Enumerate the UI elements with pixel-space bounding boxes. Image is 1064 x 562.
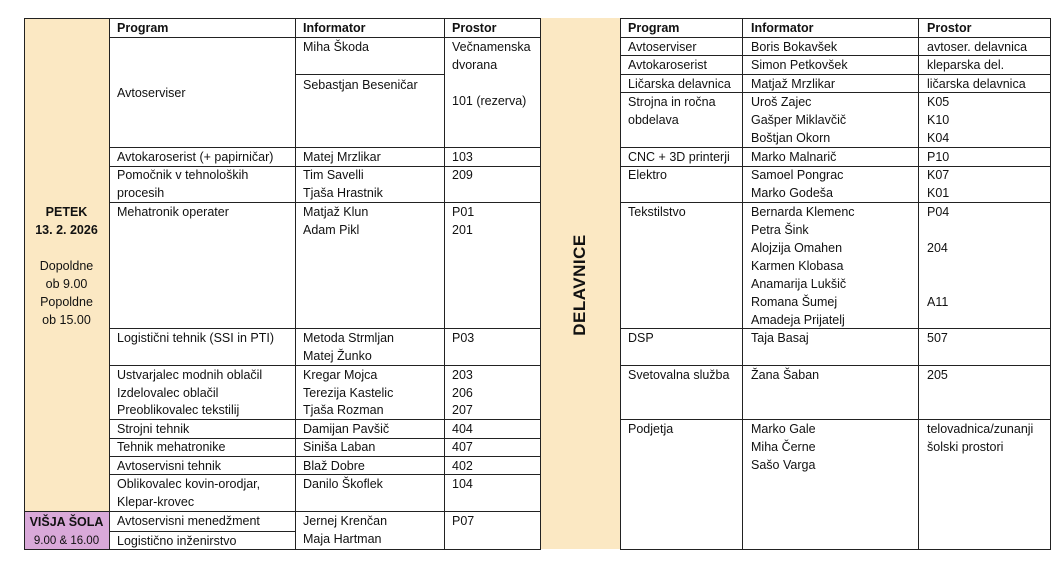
- right-r1-program: Avtoserviser: [628, 40, 697, 54]
- left-r10-p1: Oblikovalec kovin-orodjar,: [117, 477, 261, 491]
- left-r6-p2: Izdelovalec oblačil: [117, 386, 219, 400]
- left-r1-pr1: Večnamenska: [452, 40, 531, 54]
- right-r8-pr: 507: [927, 331, 948, 345]
- left-r7-inf: Damijan Pavšič: [303, 422, 390, 436]
- right-r4-p2: obdelava: [628, 113, 679, 127]
- left-r1-inf1: Miha Škoda: [303, 40, 370, 54]
- right-r3-pr: ličarska delavnica: [927, 77, 1026, 91]
- right-r10-i3: Sašo Varga: [751, 458, 816, 472]
- left-r3-pr: 209: [452, 168, 473, 182]
- left-r4-pr2: 201: [452, 223, 473, 237]
- right-r6-program: Elektro: [628, 168, 667, 182]
- left-r1-pr3: 101 (rezerva): [452, 94, 527, 108]
- right-r9-program: Svetovalna služba: [628, 368, 730, 382]
- right-r7-pr1: P04: [927, 205, 950, 219]
- left-r11-p2: Logistično inženirstvo: [117, 534, 237, 548]
- left-r10-p2: Klepar-krovec: [117, 495, 195, 509]
- right-r8-inf: Taja Basaj: [751, 331, 809, 345]
- day-time-l1: Dopoldne: [39, 259, 94, 273]
- visja-sola-time: 9.00 & 16.00: [33, 535, 100, 547]
- left-header-informator: Informator: [303, 21, 366, 35]
- left-r1-inf2: Sebastjan Beseničar: [303, 78, 418, 92]
- right-r4-pr1: K05: [927, 95, 950, 109]
- right-r3-program: Ličarska delavnica: [628, 77, 731, 91]
- left-r6-pr2: 206: [452, 386, 473, 400]
- right-r5-pr: P10: [927, 150, 950, 164]
- left-r6-p1: Ustvarjalec modnih oblačil: [117, 368, 263, 382]
- right-r7-i3: Alojzija Omahen: [751, 241, 843, 255]
- left-r4-program: Mehatronik operater: [117, 205, 229, 219]
- day-time-l3: Popoldne: [40, 295, 93, 309]
- day-date: 13. 2. 2026: [35, 223, 98, 237]
- right-r6-pr2: K01: [927, 186, 950, 200]
- visja-sola-label: VIŠJA ŠOLA: [29, 515, 104, 529]
- right-r7-i2: Petra Šink: [751, 223, 809, 237]
- right-r7-i6: Romana Šumej: [751, 295, 838, 309]
- left-r11-i1: Jernej Krenčan: [303, 514, 388, 528]
- left-r6-i3: Tjaša Rozman: [303, 403, 384, 417]
- left-r4-i2: Adam Pikl: [303, 223, 360, 237]
- left-r11-p1: Avtoservisni menedžment: [117, 514, 260, 528]
- right-r2-inf: Simon Petkovšek: [751, 58, 848, 72]
- left-r6-pr1: 203: [452, 368, 473, 382]
- left-r8-program: Tehnik mehatronike: [117, 440, 226, 454]
- left-r8-pr: 407: [452, 440, 473, 454]
- left-r4-pr1: P01: [452, 205, 475, 219]
- left-r11-pr: P07: [452, 514, 475, 528]
- right-r1-pr: avtoser. delavnica: [927, 40, 1028, 54]
- right-r7-i5: Anamarija Lukšič: [751, 277, 847, 291]
- right-r7-program: Tekstilstvo: [628, 205, 686, 219]
- right-header-program: Program: [628, 21, 680, 35]
- right-r4-p1: Strojna in ročna: [628, 95, 716, 109]
- left-r3-i1: Tim Savelli: [303, 168, 364, 182]
- left-header-program: Program: [117, 21, 169, 35]
- left-r6-pr3: 207: [452, 403, 473, 417]
- left-r2-pr: 103: [452, 150, 473, 164]
- delavnice-label: DELAVNICE: [570, 234, 589, 336]
- left-r6-i1: Kregar Mojca: [303, 368, 378, 382]
- left-r10-inf: Danilo Škoflek: [303, 477, 383, 491]
- right-r7-pr3: A11: [927, 295, 949, 309]
- right-r10-pr2: šolski prostori: [927, 440, 1004, 454]
- right-r7-i4: Karmen Klobasa: [751, 259, 844, 273]
- day-label: PETEK: [45, 205, 88, 219]
- right-r6-i1: Samoel Pongrac: [751, 168, 844, 182]
- left-r7-pr: 404: [452, 422, 473, 436]
- right-r10-i2: Miha Černe: [751, 440, 816, 454]
- right-r4-i2: Gašper Miklavčič: [751, 113, 847, 127]
- left-r11-i2: Maja Hartman: [303, 532, 382, 546]
- right-r5-program: CNC + 3D printerji: [628, 150, 730, 164]
- right-r9-pr: 205: [927, 368, 948, 382]
- left-r8-inf: Siniša Laban: [303, 440, 376, 454]
- right-r8-program: DSP: [628, 331, 654, 345]
- left-r1-program: Avtoserviser: [117, 86, 186, 100]
- right-r5-inf: Marko Malnarič: [751, 150, 837, 164]
- left-r5-i1: Metoda Strmljan: [303, 331, 395, 345]
- left-r10-pr: 104: [452, 477, 473, 491]
- left-r6-p3: Preoblikovalec tekstilij: [117, 403, 240, 417]
- left-r9-program: Avtoservisni tehnik: [117, 459, 221, 473]
- left-r9-pr: 402: [452, 459, 473, 473]
- right-r4-i1: Uroš Zajec: [751, 95, 812, 109]
- left-r4-i1: Matjaž Klun: [303, 205, 369, 219]
- right-r6-i2: Marko Godeša: [751, 186, 833, 200]
- left-header-prostor: Prostor: [452, 21, 497, 35]
- right-r6-pr1: K07: [927, 168, 950, 182]
- left-r3-p1: Pomočnik v tehnoloških: [117, 168, 249, 182]
- left-r7-program: Strojni tehnik: [117, 422, 190, 436]
- right-r7-i1: Bernarda Klemenc: [751, 205, 855, 219]
- left-r9-inf: Blaž Dobre: [303, 459, 365, 473]
- left-r5-pr: P03: [452, 331, 475, 345]
- left-r2-program: Avtokaroserist (+ papirničar): [117, 150, 274, 164]
- right-r4-pr3: K04: [927, 131, 950, 145]
- day-time-l2: ob 9.00: [45, 277, 88, 291]
- left-r2-inf: Matej Mrzlikar: [303, 150, 381, 164]
- right-r9-inf: Žana Šaban: [751, 368, 820, 382]
- day-time-l4: ob 15.00: [42, 313, 91, 327]
- left-r3-p2: procesih: [117, 186, 165, 200]
- right-r4-pr2: K10: [927, 113, 950, 127]
- right-r1-inf: Boris Bokavšek: [751, 40, 838, 54]
- right-r2-pr: kleparska del.: [927, 58, 1005, 72]
- right-r10-pr1: telovadnica/zunanji: [927, 422, 1034, 436]
- right-r7-pr2: 204: [927, 241, 948, 255]
- right-r4-i3: Boštjan Okorn: [751, 131, 831, 145]
- right-header-prostor: Prostor: [927, 21, 972, 35]
- left-r1-pr2: dvorana: [452, 58, 498, 72]
- left-r5-i2: Matej Žunko: [303, 349, 372, 363]
- right-r7-i7: Amadeja Prijatelj: [751, 313, 845, 327]
- left-r3-i2: Tjaša Hrastnik: [303, 186, 383, 200]
- right-r3-inf: Matjaž Mrzlikar: [751, 77, 836, 91]
- left-r5-program: Logistični tehnik (SSI in PTI): [117, 331, 275, 345]
- right-r10-program: Podjetja: [628, 422, 674, 436]
- left-r6-i2: Terezija Kastelic: [303, 386, 394, 400]
- right-r10-i1: Marko Gale: [751, 422, 816, 436]
- right-header-informator: Informator: [751, 21, 814, 35]
- right-r2-program: Avtokaroserist: [628, 58, 707, 72]
